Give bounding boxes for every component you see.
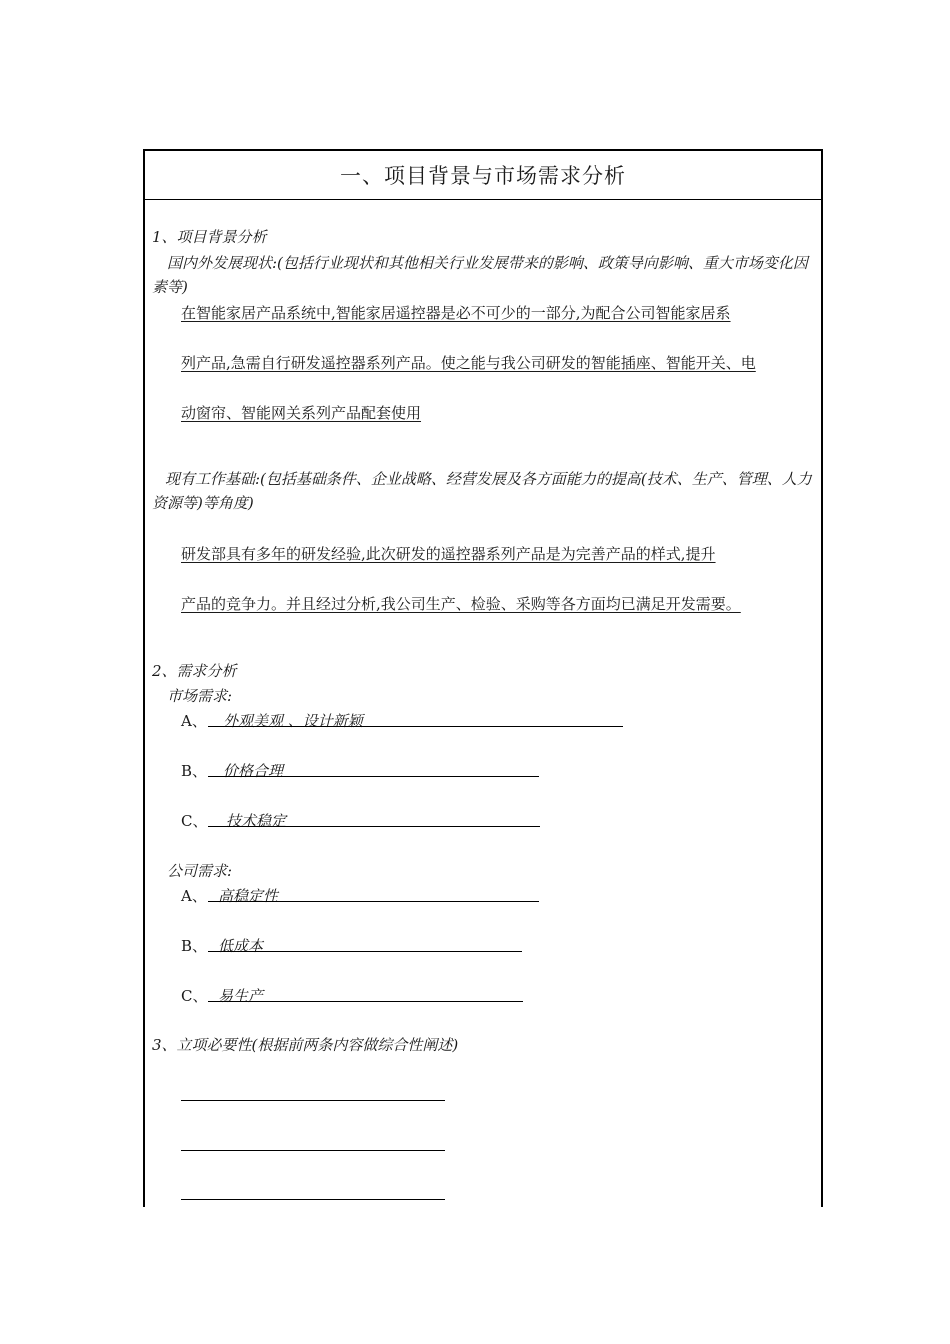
section-title: 一、项目背景与市场需求分析: [145, 151, 821, 200]
company-item-c-prefix: C、: [181, 987, 208, 1005]
domestic-status-line-3[interactable]: 动窗帘、智能网关系列产品配套使用: [181, 404, 422, 422]
domestic-status-label: 国内外发展现状:(包括行业现状和其他相关行业发展带来的影响、政策导向影响、重大市场变化因素等): [152, 254, 808, 296]
market-item-c-underline: [208, 826, 540, 827]
company-item-a-underline: [208, 901, 539, 902]
work-basis-line-1[interactable]: 研发部具有多年的研发经验,此次研发的遥控器系列产品是为完善产品的样式,提升: [181, 545, 716, 563]
domestic-status-line-2[interactable]: 列产品,急需自行研发遥控器系列产品。使之能与我公司研发的智能插座、智能开关、电: [181, 354, 756, 372]
market-item-a-value[interactable]: 外观美观 、设计新颖: [223, 712, 363, 730]
market-item-c-value[interactable]: 技术稳定: [226, 812, 287, 830]
market-item-c-prefix: C、: [181, 812, 208, 830]
company-item-a-value[interactable]: 高稳定性: [218, 887, 279, 905]
necessity-blank-line-3[interactable]: [181, 1199, 445, 1200]
necessity-blank-line-1[interactable]: [181, 1100, 445, 1101]
section-3-heading: 3、立项必要性(根据前两条内容做综合性阐述): [152, 1036, 459, 1054]
market-item-b-value[interactable]: 价格合理: [223, 762, 284, 780]
company-item-c-underline: [208, 1001, 523, 1002]
domestic-status-line-1[interactable]: 在智能家居产品系统中,智能家居遥控器是必不可少的一部分,为配合公司智能家居系: [181, 304, 731, 322]
company-item-a-prefix: A、: [181, 887, 207, 905]
market-item-b-prefix: B、: [181, 762, 208, 780]
company-item-c-value[interactable]: 易生产: [218, 987, 264, 1005]
necessity-blank-line-2[interactable]: [181, 1150, 445, 1151]
company-demand-label: 公司需求:: [167, 862, 233, 880]
work-basis-label: 现有工作基础:(包括基础条件、企业战略、经营发展及各方面能力的提高(技术、生产、管理、人力资源等)等角度): [152, 470, 812, 512]
market-item-a-prefix: A、: [181, 712, 207, 730]
market-item-a-underline: [208, 726, 623, 727]
section-1-heading: 1、项目背景分析: [152, 228, 267, 246]
work-basis-line-2[interactable]: 产品的竞争力。并且经过分析,我公司生产、检验、采购等各方面均已满足开发需要。: [181, 595, 741, 613]
market-item-b-underline: [208, 776, 539, 777]
company-item-b-value[interactable]: 低成本: [218, 937, 264, 955]
company-item-b-underline: [208, 951, 522, 952]
market-demand-label: 市场需求:: [167, 687, 233, 705]
section-2-heading: 2、需求分析: [152, 662, 237, 680]
company-item-b-prefix: B、: [181, 937, 208, 955]
